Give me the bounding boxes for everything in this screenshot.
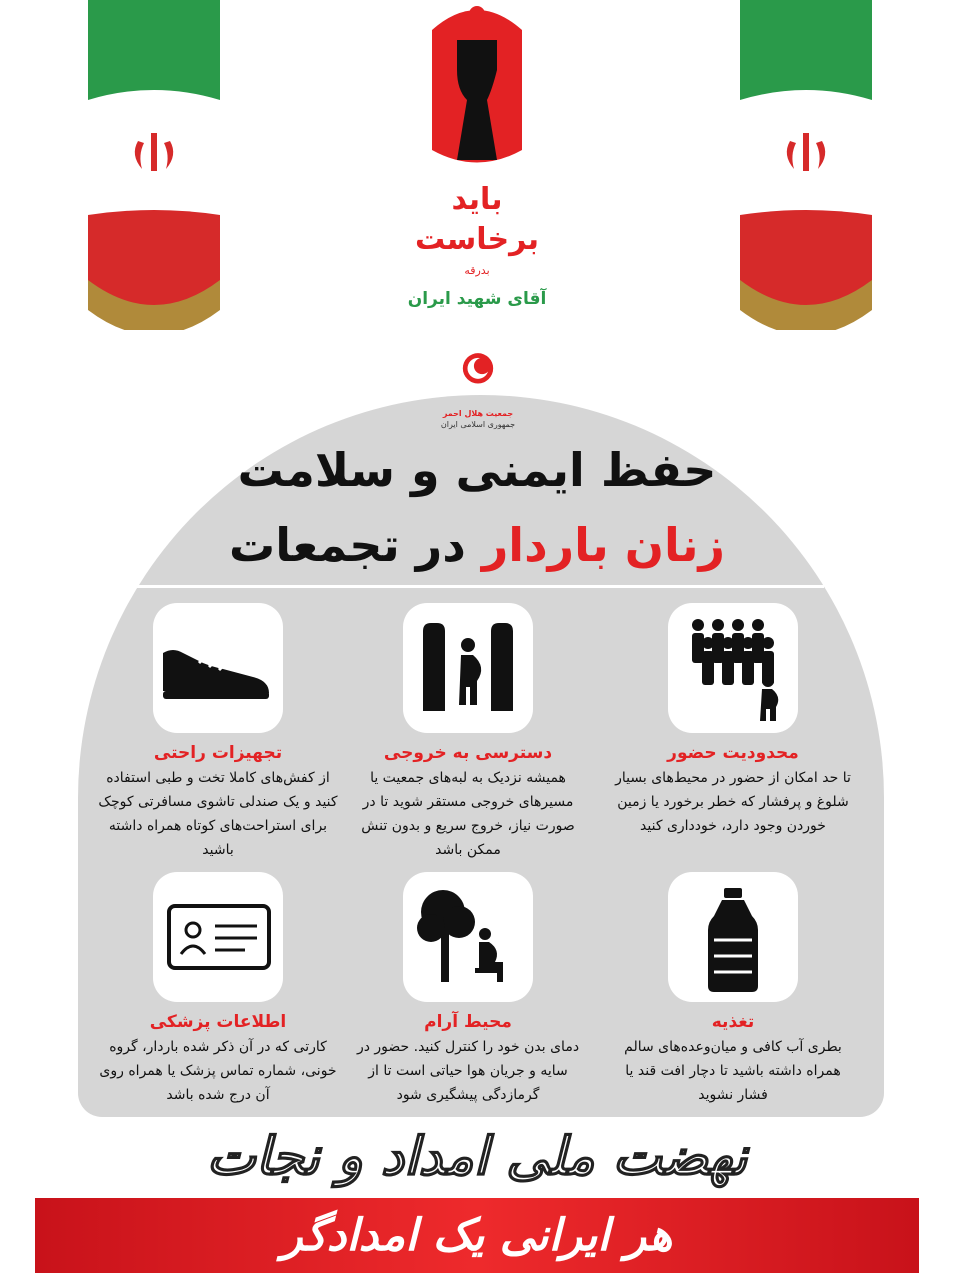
campaign-subtitle-prefix: بدرقه xyxy=(464,264,490,277)
id-card-icon xyxy=(153,872,283,1002)
water-bottle-icon xyxy=(668,872,798,1002)
raised-fist-emblem xyxy=(417,0,537,200)
item-title-nutrition: تغذیه xyxy=(711,1012,755,1032)
campaign-subtitle: آقای شهید ایران xyxy=(407,289,547,309)
page-title-line1: حفظ ایمنی و سلامت xyxy=(237,443,717,497)
icon-box-crowd xyxy=(668,603,798,733)
item-text-calm: دمای بدن خود را کنترل کنید. حضور در سایه و جریان هوا حیاتی است تا از گرمازدگی پیشگیری شود xyxy=(356,1039,580,1103)
item-text-crowd: تا حد امکان از حضور در محیط‌های بسیار شلوغ و پرفشار که خطر برخورد یا زمین خوردن وجود دارد، خودداری کنید xyxy=(615,770,851,834)
shoe-icon xyxy=(153,603,283,733)
title-rest: در تجمعات xyxy=(228,518,466,572)
campaign-title: باید برخاست xyxy=(414,182,540,257)
crowd-pregnant-icon xyxy=(668,603,798,733)
item-text-nutrition: بطری آب کافی و میان‌وعده‌های سالم همراه داشته باشید تا دچار افت قند یا فشار نشوید xyxy=(624,1039,842,1103)
page-title-line2 xyxy=(0,515,954,575)
item-title-comfort: تجهیزات راحتی xyxy=(153,743,283,763)
iran-flag-right xyxy=(740,0,872,330)
national-movement-slogan: نهضت ملی امداد و نجات xyxy=(206,1127,748,1187)
item-title-medical: اطلاعات پزشکی xyxy=(149,1012,287,1032)
icon-box-exit xyxy=(403,603,533,733)
red-crescent-name xyxy=(420,408,536,430)
organization-country: جمهوری اسلامی ایران xyxy=(440,420,516,429)
organization-name: جمعیت هلال احمر xyxy=(442,409,514,418)
bottom-banner xyxy=(35,1198,919,1273)
icon-box-calm xyxy=(403,872,533,1002)
item-title-crowd: محدودیت حضور xyxy=(667,743,799,763)
icon-box-medical xyxy=(153,872,283,1002)
item-text-medical: کارتی که در آن ذکر شده باردار، گروه خونی، شماره تماس پزشک یا همراه روی آن درج شده باشد xyxy=(99,1039,337,1103)
exit-pregnant-icon xyxy=(403,603,533,733)
item-text-exit: همیشه نزدیک به لبه‌های جمعیت یا مسیرهای خروجی مستقر شوید تا در صورت نیاز، خروج سریع و بدون تنش ممکن باشد xyxy=(361,770,575,858)
item-text-comfort: از کفش‌های کاملا تخت و طبی استفاده کنید و یک صندلی تاشوی مسافرتی کوچک برای استراحت‌های کوتاه همراه داشته باشید xyxy=(98,770,338,858)
icon-box-nutrition xyxy=(668,872,798,1002)
rescuer-slogan: هر ایرانی یک امدادگر xyxy=(281,1210,673,1261)
item-title-calm: محیط آرام xyxy=(424,1012,512,1032)
icon-box-shoe xyxy=(153,603,283,733)
red-crescent-logo xyxy=(445,352,511,408)
item-title-exit: دسترسی به خروجی xyxy=(383,743,553,763)
tree-rest-icon xyxy=(403,872,533,1002)
iran-flag-left xyxy=(88,0,220,330)
title-highlight: زنان باردار xyxy=(481,518,726,572)
campaign-logo xyxy=(407,0,547,330)
title-divider xyxy=(130,585,824,588)
